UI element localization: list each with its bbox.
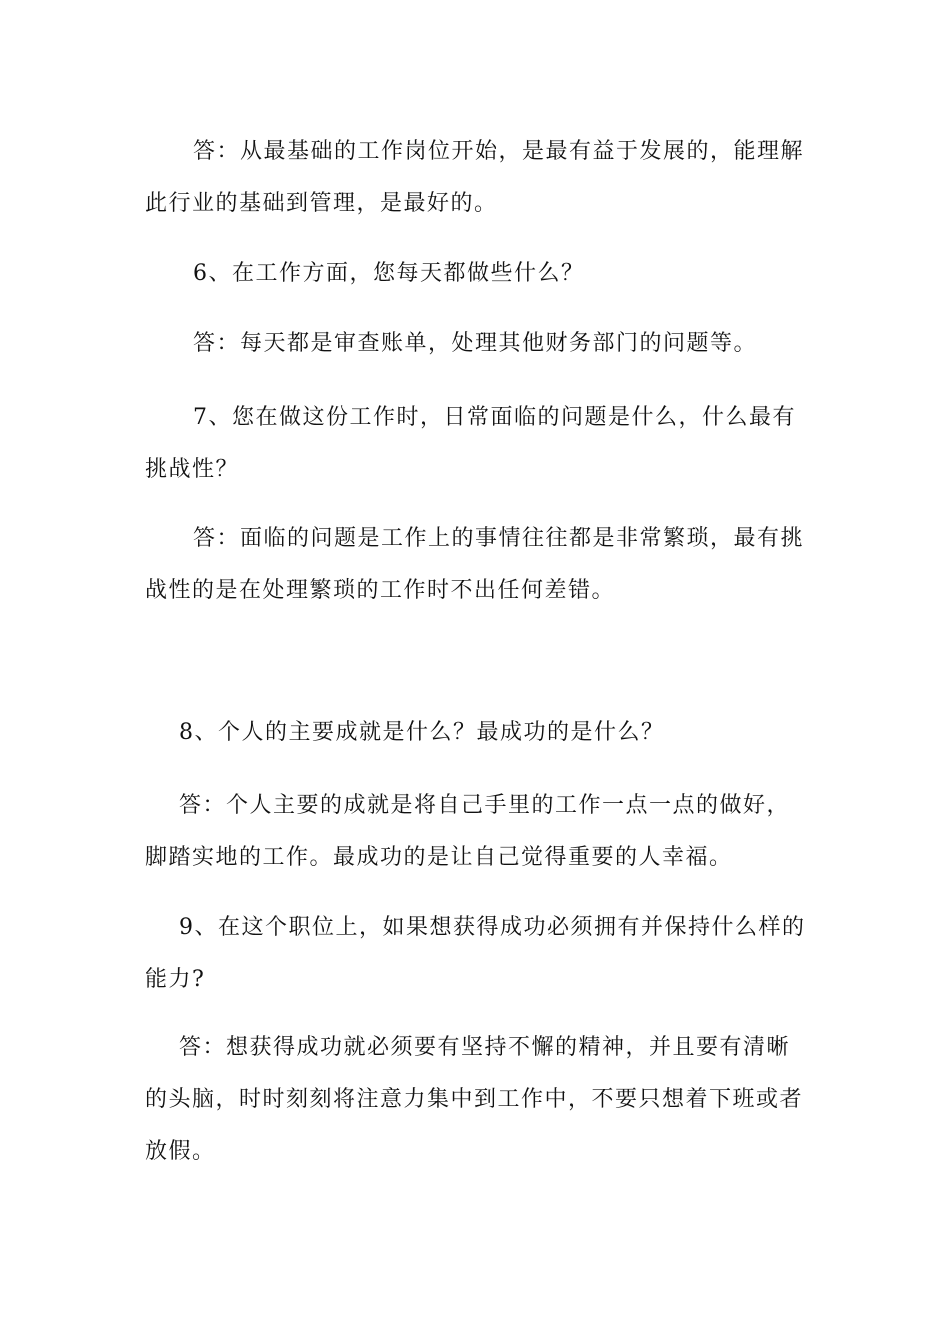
answer-paragraph-7: 答：面临的问题是工作上的事情往往都是非常繁琐，最有挑战性的是在处理繁琐的工作时不出任何差错。	[145, 526, 805, 603]
answer-paragraph-6: 答：每天都是审查账单，处理其他财务部门的问题等。	[193, 331, 758, 356]
question-paragraph-7: 7、您在做这份工作时，日常面临的问题是什么，什么最有挑战性？	[145, 405, 796, 482]
question-paragraph-8: 8、个人的主要成就是什么？最成功的是什么？	[179, 720, 665, 745]
answer-paragraph-8: 答：个人主要的成就是将自己手里的工作一点一点的做好，脚踏实地的工作。最成功的是让自己觉得重要的人幸福。	[145, 793, 791, 870]
question-paragraph-6: 6、在工作方面，您每天都做些什么？	[193, 261, 585, 286]
answer-paragraph-5: 答：从最基础的工作岗位开始，是最有益于发展的，能理解此行业的基础到管理，是最好的。	[145, 139, 805, 216]
question-paragraph-9: 9、在这个职位上，如果想获得成功必须拥有并保持什么样的能力?	[145, 915, 806, 992]
answer-paragraph-9: 答：想获得成功就必须要有坚持不懈的精神，并且要有清晰的头脑，时时刻刻将注意力集中到工作中，不要只想着下班或者放假。	[145, 1035, 804, 1164]
